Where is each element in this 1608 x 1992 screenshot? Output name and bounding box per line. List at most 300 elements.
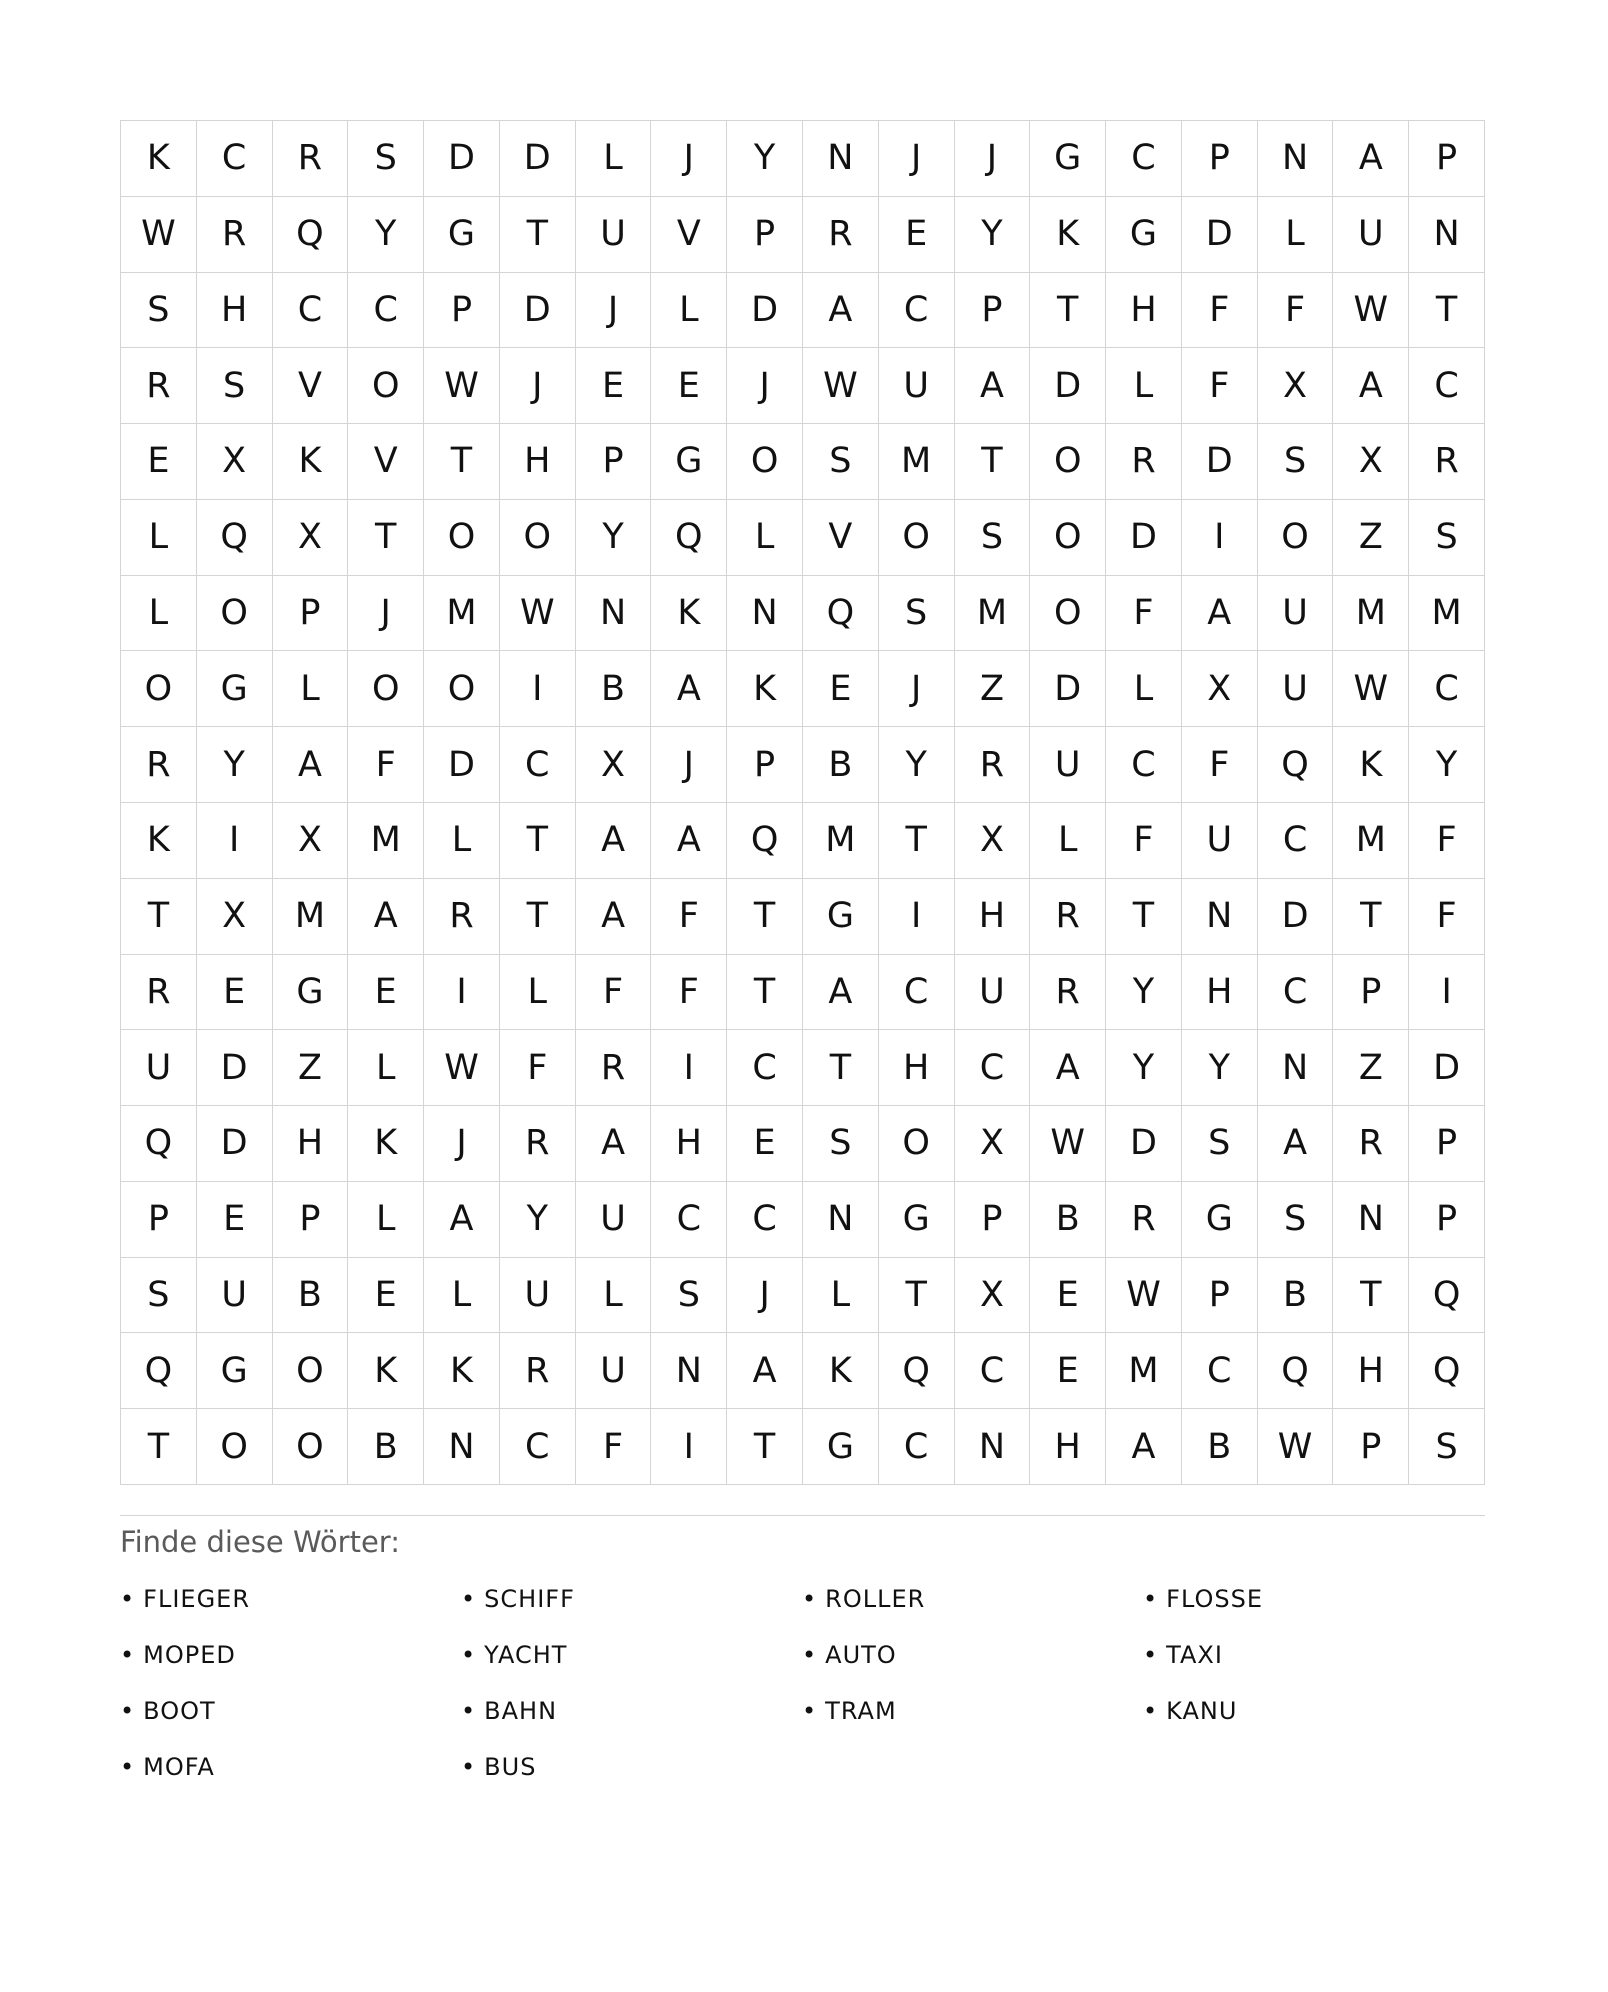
grid-cell[interactable]: O	[348, 651, 424, 727]
grid-cell[interactable]: A	[1182, 576, 1258, 652]
grid-cell[interactable]: G	[1030, 121, 1106, 197]
grid-cell[interactable]: X	[273, 500, 349, 576]
grid-cell[interactable]: R	[955, 727, 1031, 803]
grid-cell[interactable]: Q	[803, 576, 879, 652]
grid-cell[interactable]: Q	[121, 1106, 197, 1182]
grid-cell[interactable]: S	[121, 273, 197, 349]
grid-cell[interactable]: C	[500, 1409, 576, 1485]
grid-cell[interactable]: L	[348, 1030, 424, 1106]
grid-cell[interactable]: D	[1030, 348, 1106, 424]
grid-cell[interactable]: U	[1258, 651, 1334, 727]
grid-cell[interactable]: O	[1030, 424, 1106, 500]
grid-cell[interactable]: N	[1258, 121, 1334, 197]
grid-cell[interactable]: O	[1258, 500, 1334, 576]
grid-cell[interactable]: Z	[955, 651, 1031, 727]
grid-cell[interactable]: D	[424, 727, 500, 803]
grid-cell[interactable]: G	[651, 424, 727, 500]
grid-cell[interactable]: J	[727, 1258, 803, 1334]
grid-cell[interactable]: H	[651, 1106, 727, 1182]
grid-cell[interactable]: D	[727, 273, 803, 349]
grid-cell[interactable]: X	[1333, 424, 1409, 500]
grid-cell[interactable]: C	[197, 121, 273, 197]
grid-cell[interactable]: X	[197, 879, 273, 955]
grid-cell[interactable]: K	[1030, 197, 1106, 273]
grid-cell[interactable]: N	[955, 1409, 1031, 1485]
grid-cell[interactable]: K	[727, 651, 803, 727]
grid-cell[interactable]: V	[803, 500, 879, 576]
grid-cell[interactable]: L	[424, 1258, 500, 1334]
grid-cell[interactable]: D	[1106, 1106, 1182, 1182]
grid-cell[interactable]: F	[1258, 273, 1334, 349]
grid-cell[interactable]: T	[727, 1409, 803, 1485]
grid-cell[interactable]: A	[576, 879, 652, 955]
grid-cell[interactable]: B	[576, 651, 652, 727]
grid-cell[interactable]: A	[273, 727, 349, 803]
grid-cell[interactable]: H	[879, 1030, 955, 1106]
grid-cell[interactable]: O	[121, 651, 197, 727]
grid-cell[interactable]: D	[197, 1030, 273, 1106]
grid-cell[interactable]: G	[803, 879, 879, 955]
grid-cell[interactable]: D	[1030, 651, 1106, 727]
grid-cell[interactable]: A	[576, 803, 652, 879]
grid-cell[interactable]: Y	[727, 121, 803, 197]
grid-cell[interactable]: F	[651, 879, 727, 955]
grid-cell[interactable]: J	[500, 348, 576, 424]
grid-cell[interactable]: Q	[727, 803, 803, 879]
grid-cell[interactable]: F	[1182, 273, 1258, 349]
grid-cell[interactable]: T	[348, 500, 424, 576]
grid-cell[interactable]: C	[727, 1182, 803, 1258]
grid-cell[interactable]: L	[1106, 348, 1182, 424]
grid-cell[interactable]: D	[1106, 500, 1182, 576]
grid-cell[interactable]: X	[576, 727, 652, 803]
grid-cell[interactable]: C	[1106, 727, 1182, 803]
grid-cell[interactable]: M	[273, 879, 349, 955]
grid-cell[interactable]: L	[424, 803, 500, 879]
grid-cell[interactable]: J	[879, 121, 955, 197]
grid-cell[interactable]: L	[121, 576, 197, 652]
grid-cell[interactable]: P	[273, 576, 349, 652]
grid-cell[interactable]: R	[1106, 1182, 1182, 1258]
grid-cell[interactable]: P	[727, 727, 803, 803]
grid-cell[interactable]: T	[879, 803, 955, 879]
grid-cell[interactable]: Q	[197, 500, 273, 576]
grid-cell[interactable]: G	[1182, 1182, 1258, 1258]
grid-cell[interactable]: T	[121, 1409, 197, 1485]
grid-cell[interactable]: O	[424, 651, 500, 727]
grid-cell[interactable]: U	[955, 955, 1031, 1031]
grid-cell[interactable]: R	[500, 1333, 576, 1409]
grid-cell[interactable]: H	[1182, 955, 1258, 1031]
grid-cell[interactable]: Q	[1258, 727, 1334, 803]
grid-cell[interactable]: Z	[1333, 500, 1409, 576]
grid-cell[interactable]: G	[1106, 197, 1182, 273]
grid-cell[interactable]: C	[1258, 955, 1334, 1031]
grid-cell[interactable]: N	[727, 576, 803, 652]
grid-cell[interactable]: E	[576, 348, 652, 424]
grid-cell[interactable]: N	[1258, 1030, 1334, 1106]
grid-cell[interactable]: N	[1182, 879, 1258, 955]
grid-cell[interactable]: C	[1409, 651, 1485, 727]
grid-cell[interactable]: R	[121, 348, 197, 424]
grid-cell[interactable]: U	[197, 1258, 273, 1334]
grid-cell[interactable]: L	[1258, 197, 1334, 273]
grid-cell[interactable]: E	[803, 651, 879, 727]
grid-cell[interactable]: E	[727, 1106, 803, 1182]
grid-cell[interactable]: W	[424, 1030, 500, 1106]
grid-cell[interactable]: L	[576, 1258, 652, 1334]
grid-cell[interactable]: J	[651, 121, 727, 197]
grid-cell[interactable]: S	[1409, 1409, 1485, 1485]
grid-cell[interactable]: F	[651, 955, 727, 1031]
grid-cell[interactable]: O	[273, 1333, 349, 1409]
grid-cell[interactable]: A	[1333, 121, 1409, 197]
grid-cell[interactable]: K	[651, 576, 727, 652]
grid-cell[interactable]: Y	[197, 727, 273, 803]
grid-cell[interactable]: E	[121, 424, 197, 500]
grid-cell[interactable]: P	[1182, 121, 1258, 197]
grid-cell[interactable]: P	[1333, 955, 1409, 1031]
grid-cell[interactable]: C	[273, 273, 349, 349]
grid-cell[interactable]: O	[879, 500, 955, 576]
grid-cell[interactable]: C	[955, 1333, 1031, 1409]
grid-cell[interactable]: S	[651, 1258, 727, 1334]
grid-cell[interactable]: W	[1258, 1409, 1334, 1485]
grid-cell[interactable]: T	[500, 197, 576, 273]
grid-cell[interactable]: Y	[1106, 1030, 1182, 1106]
grid-cell[interactable]: A	[348, 879, 424, 955]
grid-cell[interactable]: N	[803, 121, 879, 197]
grid-cell[interactable]: O	[879, 1106, 955, 1182]
grid-cell[interactable]: O	[500, 500, 576, 576]
grid-cell[interactable]: I	[651, 1030, 727, 1106]
grid-cell[interactable]: B	[803, 727, 879, 803]
grid-cell[interactable]: F	[1106, 803, 1182, 879]
grid-cell[interactable]: E	[1030, 1258, 1106, 1334]
grid-cell[interactable]: T	[1030, 273, 1106, 349]
grid-cell[interactable]: C	[1106, 121, 1182, 197]
grid-cell[interactable]: N	[803, 1182, 879, 1258]
grid-cell[interactable]: R	[1030, 955, 1106, 1031]
grid-cell[interactable]: X	[1182, 651, 1258, 727]
grid-cell[interactable]: P	[727, 197, 803, 273]
grid-cell[interactable]: U	[576, 1333, 652, 1409]
grid-cell[interactable]: X	[955, 803, 1031, 879]
grid-cell[interactable]: O	[197, 576, 273, 652]
grid-cell[interactable]: U	[1333, 197, 1409, 273]
grid-cell[interactable]: C	[500, 727, 576, 803]
grid-cell[interactable]: O	[197, 1409, 273, 1485]
grid-cell[interactable]: I	[879, 879, 955, 955]
grid-cell[interactable]: U	[576, 197, 652, 273]
grid-cell[interactable]: A	[1333, 348, 1409, 424]
grid-cell[interactable]: O	[1030, 576, 1106, 652]
grid-cell[interactable]: R	[273, 121, 349, 197]
grid-cell[interactable]: Y	[955, 197, 1031, 273]
grid-cell[interactable]: R	[500, 1106, 576, 1182]
grid-cell[interactable]: M	[1106, 1333, 1182, 1409]
grid-cell[interactable]: F	[576, 1409, 652, 1485]
grid-cell[interactable]: D	[1182, 197, 1258, 273]
grid-cell[interactable]: G	[424, 197, 500, 273]
grid-cell[interactable]: A	[955, 348, 1031, 424]
grid-cell[interactable]: L	[500, 955, 576, 1031]
grid-cell[interactable]: B	[348, 1409, 424, 1485]
grid-cell[interactable]: C	[879, 273, 955, 349]
grid-cell[interactable]: W	[121, 197, 197, 273]
grid-cell[interactable]: J	[348, 576, 424, 652]
grid-cell[interactable]: P	[955, 1182, 1031, 1258]
grid-cell[interactable]: P	[424, 273, 500, 349]
grid-cell[interactable]: W	[1333, 273, 1409, 349]
grid-cell[interactable]: B	[1182, 1409, 1258, 1485]
grid-cell[interactable]: R	[1106, 424, 1182, 500]
grid-cell[interactable]: L	[576, 121, 652, 197]
grid-cell[interactable]: I	[197, 803, 273, 879]
grid-cell[interactable]: E	[348, 955, 424, 1031]
grid-cell[interactable]: A	[1258, 1106, 1334, 1182]
grid-cell[interactable]: J	[424, 1106, 500, 1182]
grid-cell[interactable]: L	[348, 1182, 424, 1258]
grid-cell[interactable]: X	[197, 424, 273, 500]
grid-cell[interactable]: T	[1409, 273, 1485, 349]
grid-cell[interactable]: S	[1409, 500, 1485, 576]
grid-cell[interactable]: T	[727, 955, 803, 1031]
grid-cell[interactable]: R	[803, 197, 879, 273]
grid-cell[interactable]: A	[651, 651, 727, 727]
grid-cell[interactable]: O	[1030, 500, 1106, 576]
grid-cell[interactable]: M	[803, 803, 879, 879]
grid-cell[interactable]: S	[879, 576, 955, 652]
grid-cell[interactable]: W	[1106, 1258, 1182, 1334]
grid-cell[interactable]: X	[955, 1258, 1031, 1334]
grid-cell[interactable]: E	[1030, 1333, 1106, 1409]
grid-cell[interactable]: S	[803, 424, 879, 500]
grid-cell[interactable]: O	[424, 500, 500, 576]
grid-cell[interactable]: L	[1106, 651, 1182, 727]
grid-cell[interactable]: A	[1030, 1030, 1106, 1106]
grid-cell[interactable]: W	[1333, 651, 1409, 727]
grid-cell[interactable]: R	[121, 727, 197, 803]
grid-cell[interactable]: T	[879, 1258, 955, 1334]
grid-cell[interactable]: N	[576, 576, 652, 652]
grid-cell[interactable]: M	[1333, 576, 1409, 652]
grid-cell[interactable]: A	[576, 1106, 652, 1182]
grid-cell[interactable]: C	[727, 1030, 803, 1106]
grid-cell[interactable]: F	[1409, 803, 1485, 879]
grid-cell[interactable]: R	[1030, 879, 1106, 955]
grid-cell[interactable]: D	[424, 121, 500, 197]
grid-cell[interactable]: D	[500, 273, 576, 349]
grid-cell[interactable]: Z	[273, 1030, 349, 1106]
grid-cell[interactable]: N	[1333, 1182, 1409, 1258]
grid-cell[interactable]: P	[955, 273, 1031, 349]
grid-cell[interactable]: O	[273, 1409, 349, 1485]
grid-cell[interactable]: U	[121, 1030, 197, 1106]
grid-cell[interactable]: G	[879, 1182, 955, 1258]
grid-cell[interactable]: U	[1030, 727, 1106, 803]
grid-cell[interactable]: V	[273, 348, 349, 424]
grid-cell[interactable]: T	[424, 424, 500, 500]
grid-cell[interactable]: D	[1409, 1030, 1485, 1106]
grid-cell[interactable]: C	[651, 1182, 727, 1258]
grid-cell[interactable]: C	[955, 1030, 1031, 1106]
grid-cell[interactable]: E	[197, 1182, 273, 1258]
grid-cell[interactable]: A	[727, 1333, 803, 1409]
grid-cell[interactable]: T	[121, 879, 197, 955]
grid-cell[interactable]: P	[1409, 121, 1485, 197]
grid-cell[interactable]: S	[1258, 424, 1334, 500]
grid-cell[interactable]: X	[1258, 348, 1334, 424]
grid-cell[interactable]: H	[955, 879, 1031, 955]
grid-cell[interactable]: I	[424, 955, 500, 1031]
grid-cell[interactable]: R	[121, 955, 197, 1031]
grid-cell[interactable]: Y	[500, 1182, 576, 1258]
grid-cell[interactable]: Y	[1409, 727, 1485, 803]
grid-cell[interactable]: S	[803, 1106, 879, 1182]
grid-cell[interactable]: T	[803, 1030, 879, 1106]
grid-cell[interactable]: M	[955, 576, 1031, 652]
grid-cell[interactable]: A	[424, 1182, 500, 1258]
grid-cell[interactable]: M	[1333, 803, 1409, 879]
grid-cell[interactable]: A	[803, 955, 879, 1031]
grid-cell[interactable]: F	[348, 727, 424, 803]
grid-cell[interactable]: H	[1106, 273, 1182, 349]
grid-cell[interactable]: Q	[1258, 1333, 1334, 1409]
grid-cell[interactable]: H	[1333, 1333, 1409, 1409]
grid-cell[interactable]: L	[727, 500, 803, 576]
grid-cell[interactable]: S	[955, 500, 1031, 576]
grid-cell[interactable]: E	[651, 348, 727, 424]
grid-cell[interactable]: U	[1258, 576, 1334, 652]
grid-cell[interactable]: N	[651, 1333, 727, 1409]
grid-cell[interactable]: W	[803, 348, 879, 424]
grid-cell[interactable]: R	[197, 197, 273, 273]
grid-cell[interactable]: K	[121, 803, 197, 879]
grid-cell[interactable]: B	[1030, 1182, 1106, 1258]
grid-cell[interactable]: V	[348, 424, 424, 500]
grid-cell[interactable]: I	[1409, 955, 1485, 1031]
grid-cell[interactable]: J	[651, 727, 727, 803]
grid-cell[interactable]: Q	[651, 500, 727, 576]
grid-cell[interactable]: K	[1333, 727, 1409, 803]
grid-cell[interactable]: E	[197, 955, 273, 1031]
grid-cell[interactable]: F	[1106, 576, 1182, 652]
grid-cell[interactable]: B	[273, 1258, 349, 1334]
grid-cell[interactable]: K	[273, 424, 349, 500]
grid-cell[interactable]: R	[1333, 1106, 1409, 1182]
grid-cell[interactable]: C	[1258, 803, 1334, 879]
grid-cell[interactable]: F	[500, 1030, 576, 1106]
grid-cell[interactable]: R	[576, 1030, 652, 1106]
grid-cell[interactable]: K	[803, 1333, 879, 1409]
grid-cell[interactable]: S	[1182, 1106, 1258, 1182]
grid-cell[interactable]: F	[1182, 348, 1258, 424]
grid-cell[interactable]: E	[879, 197, 955, 273]
grid-cell[interactable]: Q	[1409, 1333, 1485, 1409]
grid-cell[interactable]: Z	[1333, 1030, 1409, 1106]
grid-cell[interactable]: Y	[879, 727, 955, 803]
grid-cell[interactable]: K	[348, 1333, 424, 1409]
grid-cell[interactable]: P	[576, 424, 652, 500]
grid-cell[interactable]: Q	[879, 1333, 955, 1409]
grid-cell[interactable]: P	[1182, 1258, 1258, 1334]
grid-cell[interactable]: P	[273, 1182, 349, 1258]
grid-cell[interactable]: Y	[1182, 1030, 1258, 1106]
grid-cell[interactable]: L	[121, 500, 197, 576]
grid-cell[interactable]: B	[1258, 1258, 1334, 1334]
grid-cell[interactable]: G	[803, 1409, 879, 1485]
grid-cell[interactable]: J	[576, 273, 652, 349]
grid-cell[interactable]: C	[1182, 1333, 1258, 1409]
grid-cell[interactable]: R	[424, 879, 500, 955]
grid-cell[interactable]: W	[1030, 1106, 1106, 1182]
grid-cell[interactable]: F	[576, 955, 652, 1031]
grid-cell[interactable]: A	[1106, 1409, 1182, 1485]
grid-cell[interactable]: D	[1258, 879, 1334, 955]
grid-cell[interactable]: U	[500, 1258, 576, 1334]
grid-cell[interactable]: O	[348, 348, 424, 424]
grid-cell[interactable]: C	[879, 1409, 955, 1485]
grid-cell[interactable]: P	[121, 1182, 197, 1258]
grid-cell[interactable]: N	[1409, 197, 1485, 273]
grid-cell[interactable]: T	[500, 879, 576, 955]
grid-cell[interactable]: Y	[1106, 955, 1182, 1031]
grid-cell[interactable]: H	[273, 1106, 349, 1182]
grid-cell[interactable]: E	[348, 1258, 424, 1334]
grid-cell[interactable]: S	[1258, 1182, 1334, 1258]
grid-cell[interactable]: U	[576, 1182, 652, 1258]
grid-cell[interactable]: H	[197, 273, 273, 349]
grid-cell[interactable]: T	[727, 879, 803, 955]
grid-cell[interactable]: X	[273, 803, 349, 879]
grid-cell[interactable]: P	[1409, 1106, 1485, 1182]
grid-cell[interactable]: L	[803, 1258, 879, 1334]
grid-cell[interactable]: U	[1182, 803, 1258, 879]
grid-cell[interactable]: J	[879, 651, 955, 727]
grid-cell[interactable]: J	[727, 348, 803, 424]
grid-cell[interactable]: Y	[576, 500, 652, 576]
grid-cell[interactable]: Q	[121, 1333, 197, 1409]
grid-cell[interactable]: L	[273, 651, 349, 727]
grid-cell[interactable]: M	[348, 803, 424, 879]
grid-cell[interactable]: M	[879, 424, 955, 500]
grid-cell[interactable]: D	[197, 1106, 273, 1182]
grid-cell[interactable]: G	[197, 1333, 273, 1409]
grid-cell[interactable]: D	[500, 121, 576, 197]
grid-cell[interactable]: C	[879, 955, 955, 1031]
grid-cell[interactable]: S	[348, 121, 424, 197]
grid-cell[interactable]: D	[1182, 424, 1258, 500]
grid-cell[interactable]: R	[1409, 424, 1485, 500]
grid-cell[interactable]: C	[348, 273, 424, 349]
grid-cell[interactable]: O	[727, 424, 803, 500]
grid-cell[interactable]: I	[1182, 500, 1258, 576]
grid-cell[interactable]: T	[955, 424, 1031, 500]
grid-cell[interactable]: X	[955, 1106, 1031, 1182]
grid-cell[interactable]: U	[879, 348, 955, 424]
grid-cell[interactable]: Q	[273, 197, 349, 273]
grid-cell[interactable]: L	[651, 273, 727, 349]
grid-cell[interactable]: J	[955, 121, 1031, 197]
grid-cell[interactable]: T	[1333, 879, 1409, 955]
grid-cell[interactable]: I	[651, 1409, 727, 1485]
grid-cell[interactable]: S	[197, 348, 273, 424]
grid-cell[interactable]: T	[500, 803, 576, 879]
grid-cell[interactable]: G	[273, 955, 349, 1031]
grid-cell[interactable]: M	[1409, 576, 1485, 652]
grid-cell[interactable]: T	[1106, 879, 1182, 955]
